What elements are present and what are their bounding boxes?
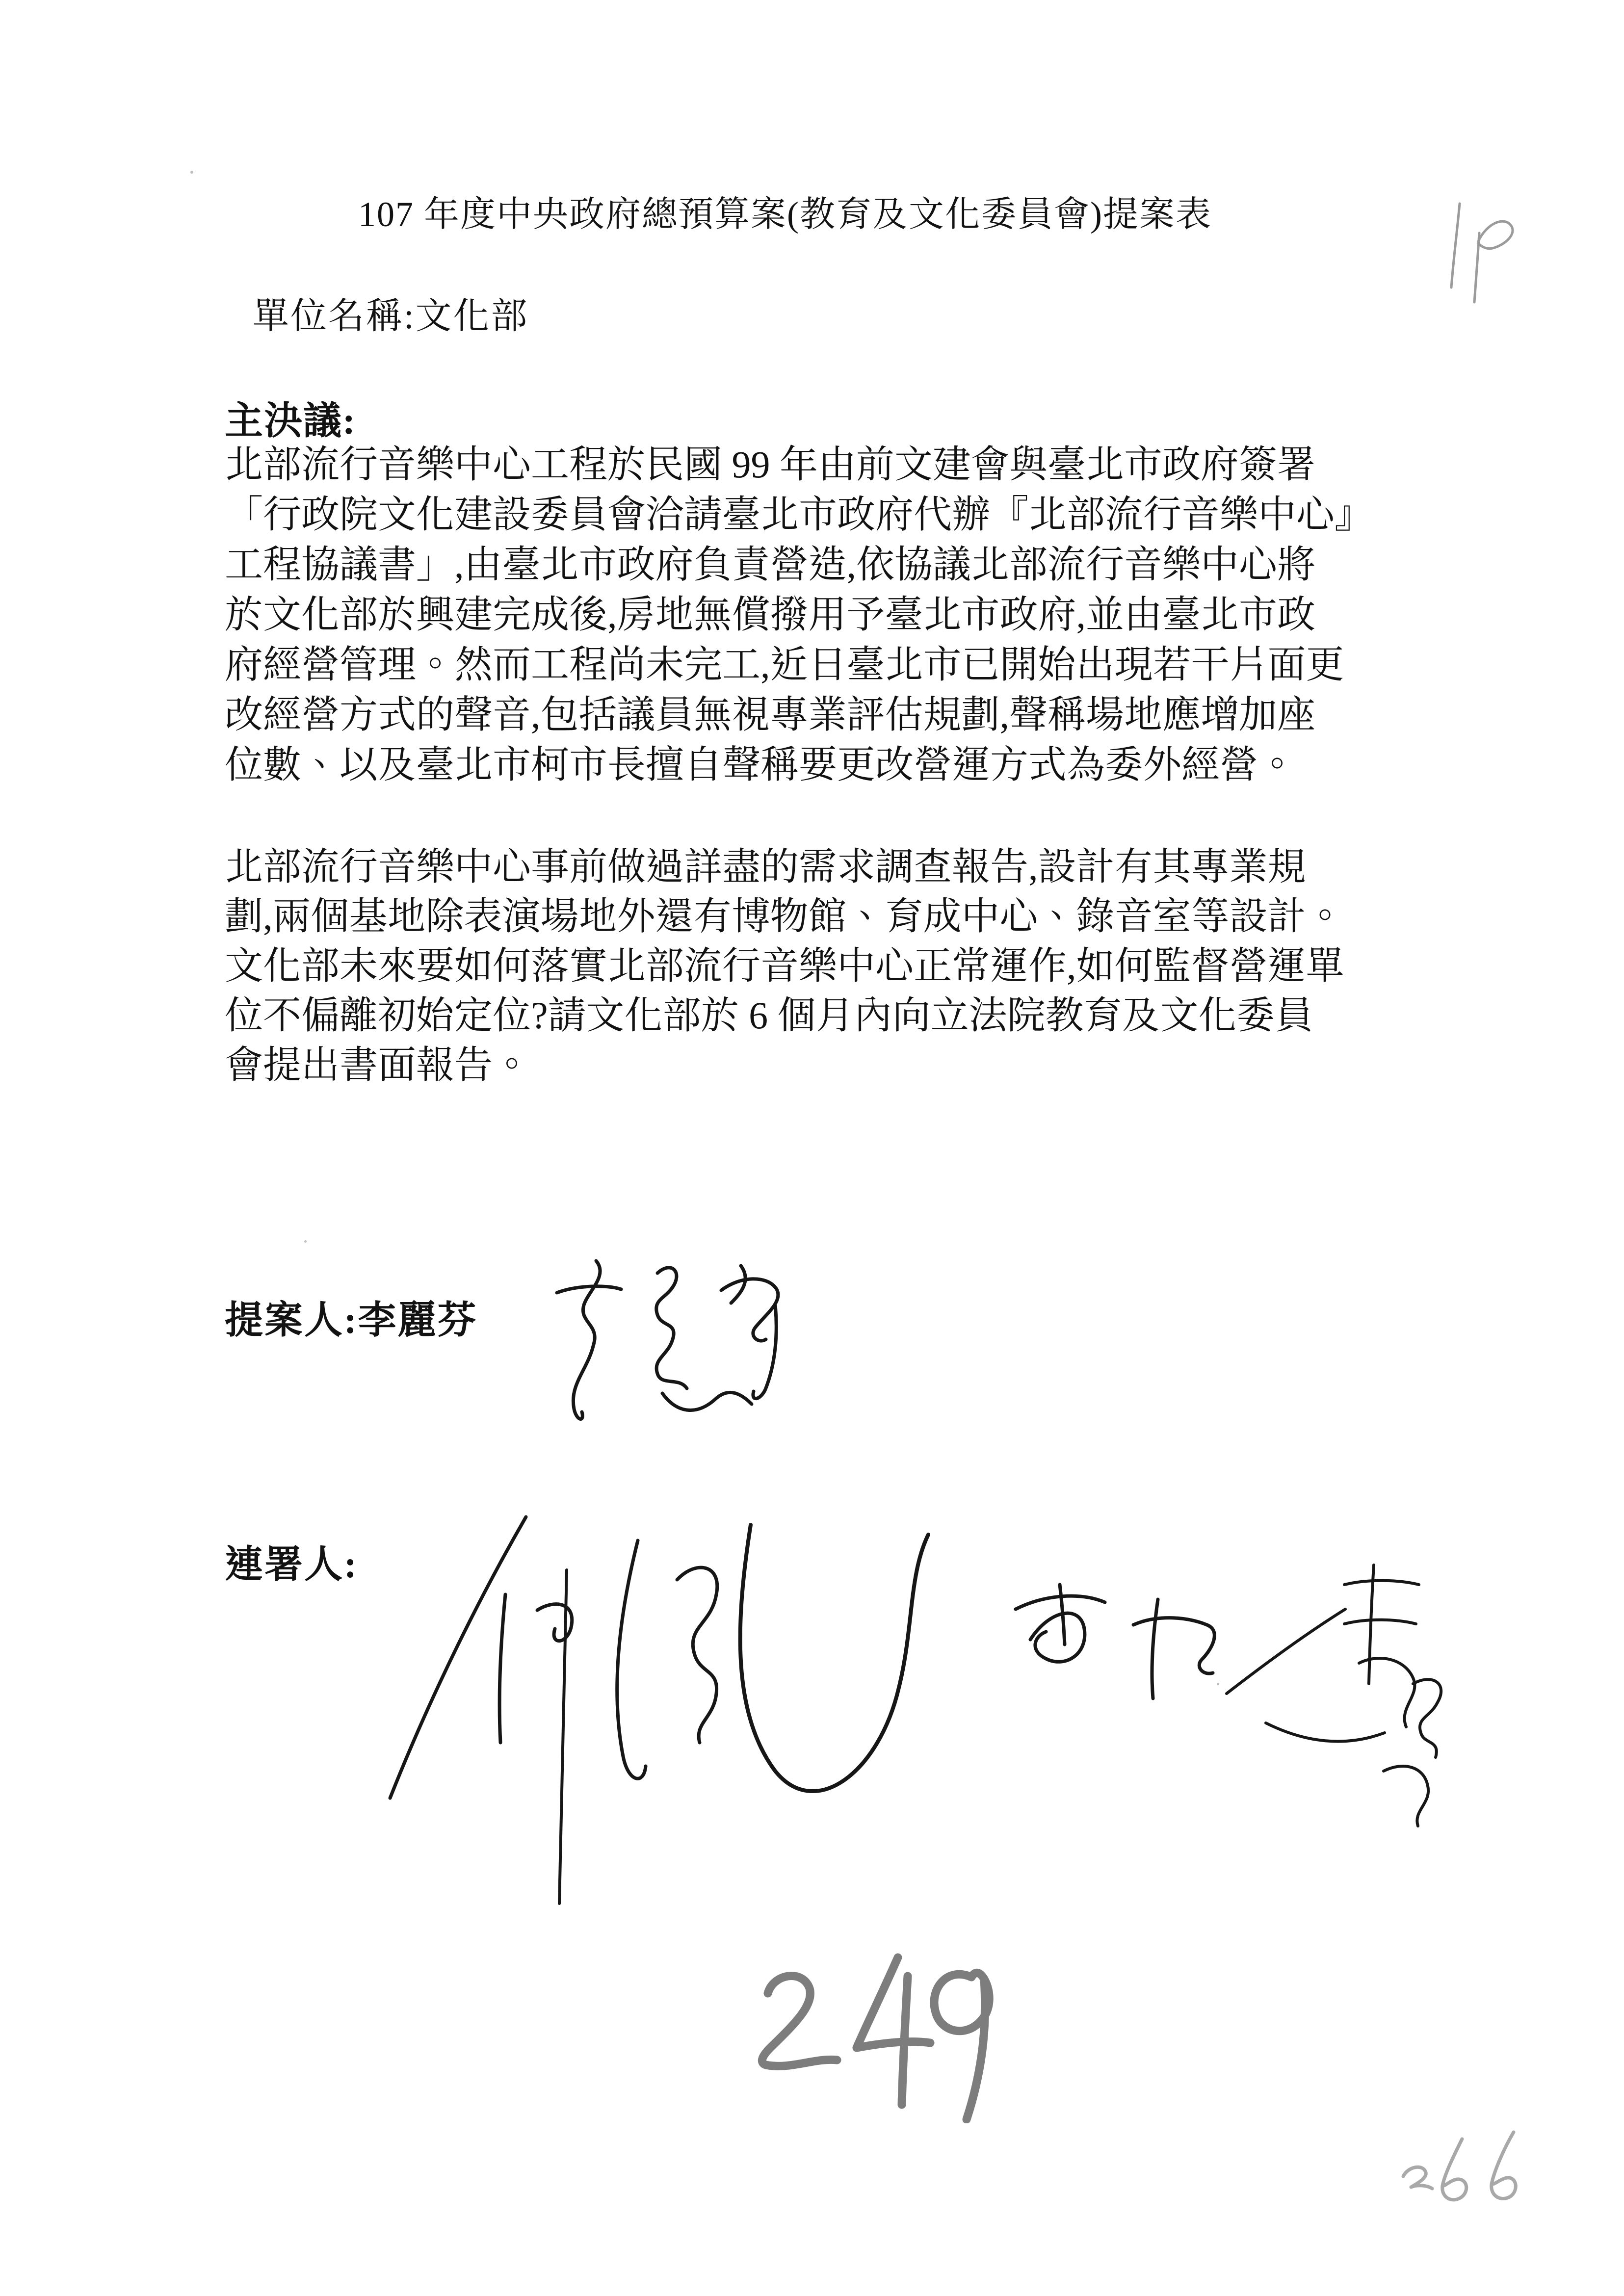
pencil-mark bbox=[1438, 196, 1516, 309]
proposer-line: 提案人:李麗芬 bbox=[225, 1299, 477, 1341]
cosigner-signature-2 bbox=[971, 1536, 1462, 1850]
paragraph-line: 位數、以及臺北市柯市長擅自聲稱要更改營運方式為委外經營。 bbox=[225, 743, 1297, 786]
paragraph-line: 北部流行音樂中心工程於民國 99 年由前文建會與臺北市政府簽署 bbox=[225, 443, 1316, 486]
paragraph-line: 「行政院文化建設委員會洽請臺北市政府代辦『北部流行音樂中心』 bbox=[225, 493, 1373, 536]
scan-speck bbox=[304, 1240, 307, 1243]
paragraph-line: 位不偏離初始定位?請文化部於 6 個月內向立法院教育及文化委員 bbox=[225, 994, 1313, 1037]
paragraph-line: 會提出書面報告。 bbox=[225, 1044, 531, 1086]
signature-ink-icon bbox=[343, 1482, 932, 1923]
paragraph-line: 劃,兩個基地除表演場地外還有博物館、育成中心、錄音室等設計。 bbox=[225, 895, 1344, 938]
handwritten-digits-icon bbox=[1388, 2129, 1550, 2208]
scan-speck bbox=[190, 171, 193, 174]
handwritten-digits-icon bbox=[736, 1947, 1011, 2123]
paragraph-line: 北部流行音樂中心事前做過詳盡的需求調查報告,設計有其專業規 bbox=[225, 845, 1306, 888]
paragraph-line: 改經營方式的聲音,包括議員無視專業評估規劃,聲稱場地應增加座 bbox=[225, 693, 1316, 736]
handwritten-mark-icon bbox=[1438, 196, 1516, 309]
paragraph-line: 府經營管理。然而工程尚未完工,近日臺北市已開始出現若干片面更 bbox=[225, 643, 1344, 686]
unit-name-line: 單位名稱:文化部 bbox=[253, 296, 529, 337]
cosigner-signature-1 bbox=[343, 1482, 932, 1923]
scan-speck bbox=[1217, 1683, 1219, 1685]
resolution-paragraph-1 bbox=[225, 440, 1412, 790]
signature-ink-icon bbox=[510, 1246, 785, 1442]
proposer-signature bbox=[510, 1246, 785, 1442]
handwritten-page-number bbox=[736, 1947, 1011, 2123]
cosigner-label: 連署人: bbox=[225, 1543, 358, 1586]
resolution-paragraph-2 bbox=[225, 842, 1412, 1090]
resolution-heading: 主決議: bbox=[225, 399, 356, 442]
signature-ink-icon bbox=[971, 1536, 1462, 1850]
corner-page-number bbox=[1388, 2129, 1550, 2208]
paragraph-line: 於文化部於興建完成後,房地無償撥用予臺北市政府,並由臺北市政 bbox=[225, 593, 1316, 636]
page-title: 107 年度中央政府總預算案(教育及文化委員會)提案表 bbox=[358, 195, 1212, 234]
paragraph-line: 文化部未來要如何落實北部流行音樂中心正常運作,如何監督營運單 bbox=[225, 944, 1344, 987]
paragraph-line: 工程協議書」,由臺北市政府負責營造,依協議北部流行音樂中心將 bbox=[225, 543, 1316, 586]
